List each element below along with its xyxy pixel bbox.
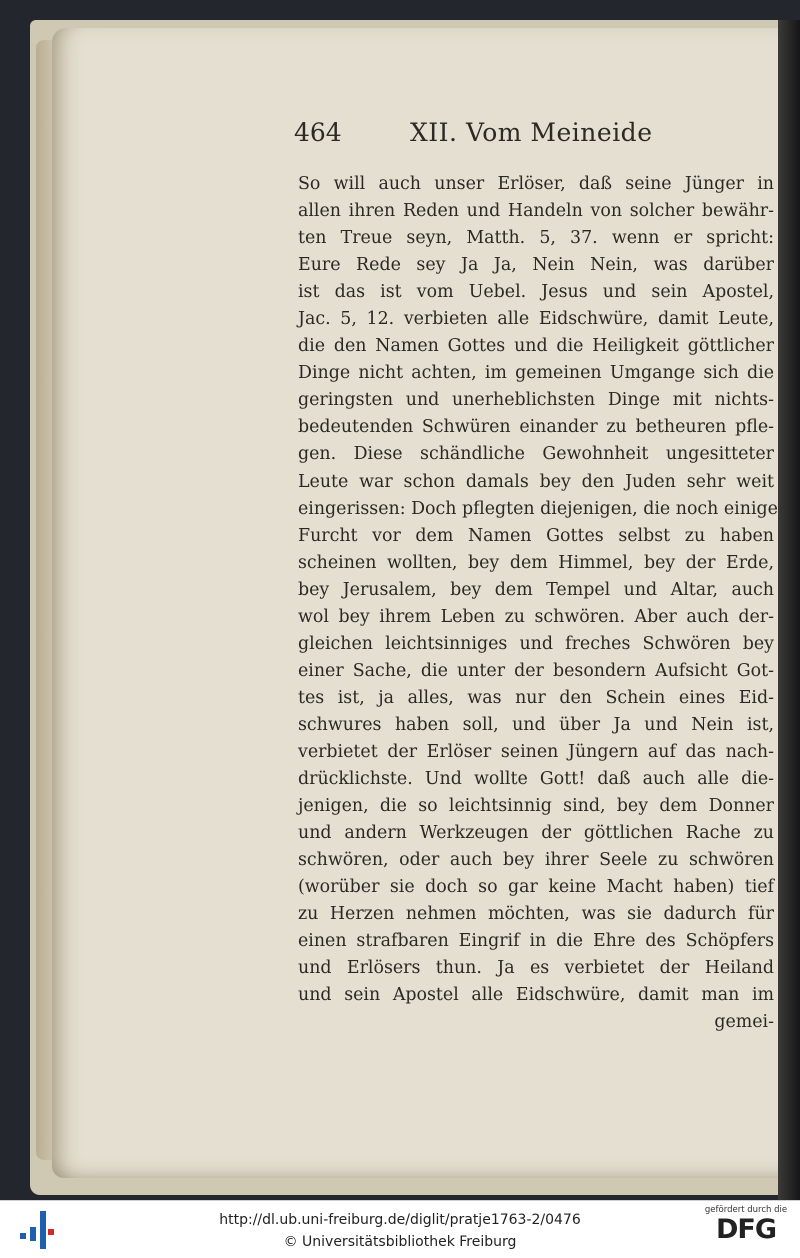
- text-line: ist das ist vom Uebel. Jesus und sein Apostel,: [298, 282, 774, 303]
- text-line: Furcht vor dem Namen Gottes selbst zu haben: [298, 525, 774, 546]
- text-line: eingerissen: Doch pflegten diejenigen, die noch einige: [298, 498, 778, 519]
- text-line: und Erlösers thun. Ja es verbietet der Heiland: [298, 958, 774, 979]
- text-line: einer Sache, die unter der besondern Aufsicht Got-: [298, 660, 774, 681]
- text-line: jenigen, die so leichtsinnig sind, bey dem Donner: [298, 796, 774, 817]
- text-line: Dinge nicht achten, im gemeinen Umgange sich die: [298, 363, 774, 384]
- text-line: So will auch unser Erlöser, daß seine Jünger in: [298, 174, 774, 194]
- text-line: verbietet der Erlöser seinen Jüngern auf das nach-: [298, 741, 774, 762]
- text-line: (worüber sie doch so gar keine Macht haben) tief: [298, 877, 774, 898]
- copyright-notice: © Universitätsbibliothek Freiburg: [283, 1234, 517, 1250]
- running-title: XII. Vom Meineide: [410, 118, 653, 147]
- text-line: allen ihren Reden und Handeln von solcher bewähr-: [298, 201, 774, 222]
- text-line: geringsten und unerheblichsten Dinge mit nichts-: [298, 390, 774, 411]
- text-line: ten Treue seyn, Matth. 5, 37. wenn er spricht:: [298, 228, 774, 249]
- book-gutter: [778, 20, 800, 1200]
- text-line: Eure Rede sey Ja Ja, Nein Nein, was darüber: [298, 255, 774, 276]
- text-line: Leute war schon damals bey den Juden sehr weit: [298, 471, 774, 492]
- text-line: die den Namen Gottes und die Heiligkeit göttlicher: [298, 336, 774, 357]
- text-line: bedeutenden Schwüren einander zu betheuren pfle-: [298, 417, 774, 438]
- permalink-url[interactable]: http://dl.ub.uni-freiburg.de/diglit/pratje1763-2/0476: [219, 1212, 581, 1228]
- text-line: wol bey ihrem Leben zu schwören. Aber auch der-: [298, 606, 774, 627]
- funder-logo[interactable]: [702, 1205, 790, 1245]
- text-line: gen. Diese schändliche Gewohnheit ungesitteter: [298, 444, 774, 465]
- funder-caption: gefördert durch die: [704, 1205, 788, 1215]
- dfg-logo-text: DFG: [715, 1214, 777, 1245]
- page-header: [294, 118, 654, 158]
- text-line: einen strafbaren Eingrif in die Ehre des Schöpfers: [298, 931, 774, 952]
- text-line: bey Jerusalem, bey dem Tempel und Altar, auch: [298, 579, 774, 600]
- footer-bar: [0, 1200, 800, 1258]
- text-line: und andern Werkzeugen der göttlichen Rache zu: [298, 823, 774, 844]
- text-line: tes ist, ja alles, was nur den Schein eines Eid-: [298, 687, 774, 708]
- text-line: zu Herzen nehmen möchten, was sie dadurch für: [298, 904, 774, 925]
- text-line: und sein Apostel alle Eidschwüre, damit man im: [298, 985, 774, 1006]
- text-line: gleichen leichtsinniges und freches Schwören bey: [298, 633, 774, 654]
- text-line: schwören, oder auch bey ihrer Seele zu schwören: [298, 850, 774, 871]
- text-line: drücklichste. Und wollte Gott! daß auch alle die-: [298, 769, 774, 790]
- text-line: scheinen wollten, bey dem Himmel, bey der Erde,: [298, 552, 774, 573]
- text-line: schwures haben soll, und über Ja und Nein ist,: [298, 714, 774, 735]
- body-text: [298, 171, 778, 1037]
- page-number: 464: [294, 118, 342, 147]
- text-line: Jac. 5, 12. verbieten alle Eidschwüre, damit Leute,: [298, 309, 774, 330]
- text-line: gemei-: [714, 1012, 774, 1033]
